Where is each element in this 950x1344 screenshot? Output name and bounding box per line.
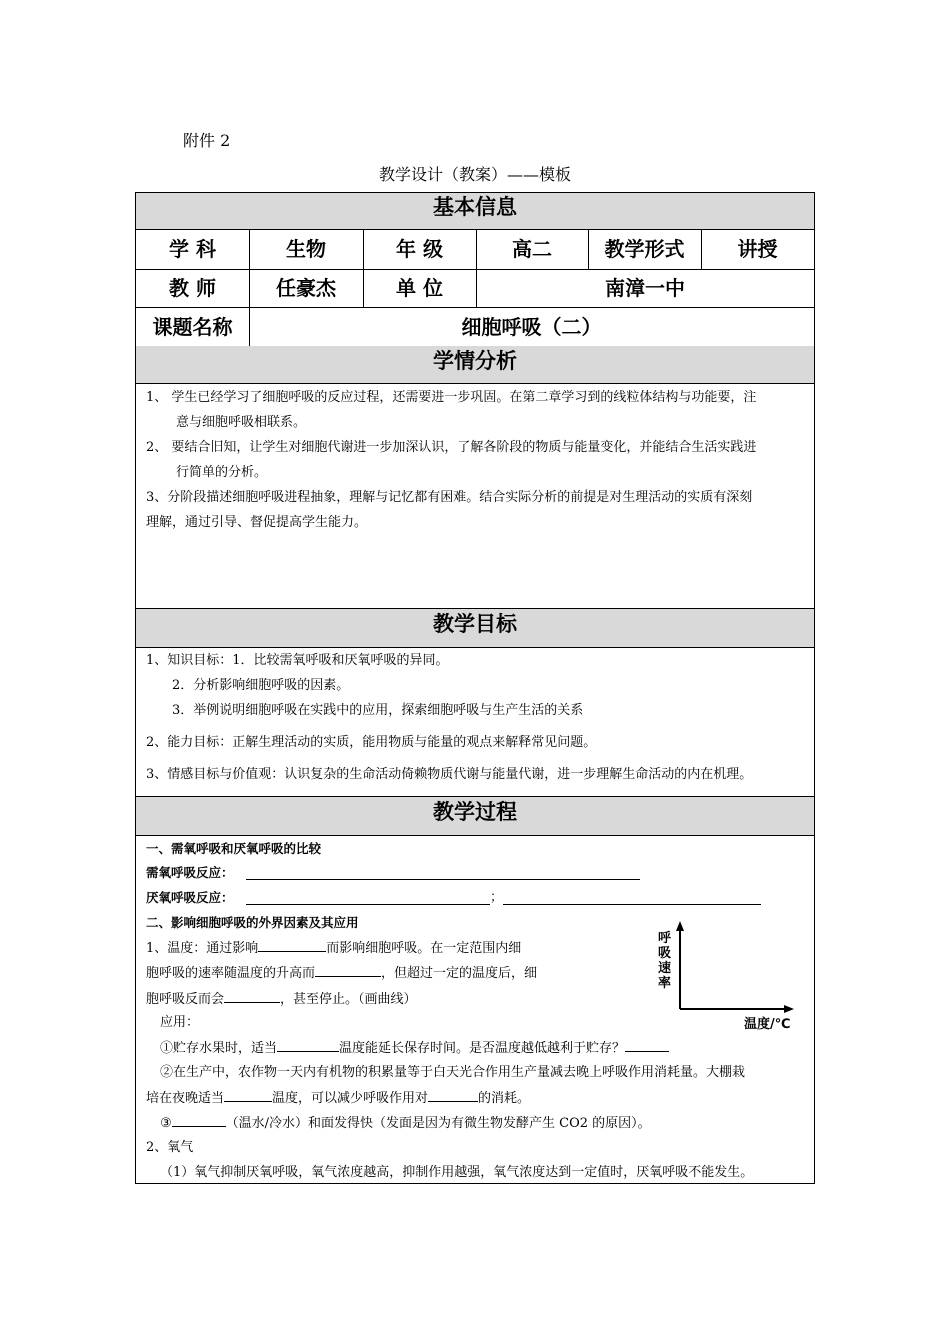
basic-info-header: 基本信息 <box>136 193 814 229</box>
temperature-line-2: 胞呼吸的速率随温度的升高而 ，但超过一定的温度后，细 <box>146 966 538 981</box>
application-line-3: 培在夜晚适当 温度，可以减少呼吸作用对 的消耗。 <box>146 1091 531 1106</box>
attachment-label: 附件 2 <box>183 131 231 150</box>
anaerobic-answer-line-2 <box>503 904 761 905</box>
application-label: 应用： <box>160 1015 200 1030</box>
aerobic-answer-line <box>246 879 640 880</box>
application-line-2: ②在生产中，农作物一天内有机物的积累量等于白天光合作用生产量减去晚上呼吸作用消耗量。大棚栽 <box>160 1065 746 1080</box>
analysis-line-6: 理解，通过引导、督促提高学生能力。 <box>146 515 368 530</box>
document-title: 教学设计（教案）——模板 <box>378 165 571 184</box>
analysis-header: 学情分析 <box>136 346 814 383</box>
objectives-header: 教学目标 <box>136 609 814 647</box>
teacher-value: 任豪杰 <box>276 276 336 300</box>
topic-value: 细胞呼吸（二） <box>461 315 602 339</box>
unit-label: 单 位 <box>396 276 443 300</box>
anaerobic-label: 厌氧呼吸反应： <box>146 890 234 905</box>
lesson-plan-table <box>135 192 815 1184</box>
objective-line-4: 2、能力目标：正解生理活动的实质，能用物质与能量的观点来解释常见问题。 <box>146 735 597 750</box>
aerobic-label: 需氧呼吸反应： <box>146 865 234 880</box>
process-heading-2: 二、影响细胞呼吸的外界因素及其应用 <box>146 915 359 930</box>
process-heading-1: 一、需氧呼吸和厌氧呼吸的比较 <box>146 841 322 856</box>
anaerobic-answer-line-1 <box>246 904 490 905</box>
graph-x-label: 温度/℃ <box>744 1017 791 1032</box>
subject-label: 学 科 <box>169 237 216 261</box>
analysis-line-4: 行简单的分析。 <box>176 465 268 480</box>
analysis-line-5: 3、分阶段描述细胞呼吸进程抽象，理解与记忆都有困难。结合实际分析的前提是对生理活动的实质有深刻 <box>146 490 753 505</box>
analysis-line-1: 1、 学生已经学习了细胞呼吸的反应过程，还需要进一步巩固。在第二章学习到的线粒体结构与功能要，注 <box>146 390 757 405</box>
grade-value: 高二 <box>512 237 552 261</box>
analysis-line-2: 意与细胞呼吸相联系。 <box>176 415 307 430</box>
form-label: 教学形式 <box>604 237 685 261</box>
teacher-label: 教 师 <box>169 276 216 300</box>
analysis-line-3: 2、 要结合旧知，让学生对细胞代谢进一步加深认识，了解各阶段的物质与能量变化，并能结合生活实践进 <box>146 440 757 455</box>
application-line-4: ③ （温水/冷水）和面发得快（发面是因为有微生物发酵产生 CO2 的原因）。 <box>160 1116 651 1131</box>
anaerobic-separator: ； <box>490 890 504 905</box>
process-header: 教学过程 <box>136 797 814 835</box>
unit-value: 南漳一中 <box>605 276 685 300</box>
objective-line-1: 1、知识目标：1．比较需氧呼吸和厌氧呼吸的异同。 <box>146 653 449 668</box>
temperature-line-1: 1、温度：通过影响 而影响细胞呼吸。在一定范围内细 <box>146 941 522 956</box>
objective-line-5: 3、情感目标与价值观：认识复杂的生命活动倚赖物质代谢与能量代谢，进一步理解生命活动的内在机理。 <box>146 767 753 782</box>
graph-y-label: 呼吸速率 <box>658 931 672 991</box>
form-value: 讲授 <box>737 237 778 261</box>
objective-line-3: 3．举例说明细胞呼吸在实践中的应用，探索细胞呼吸与生产生活的关系 <box>172 703 584 718</box>
objective-line-2: 2．分析影响细胞呼吸的因素。 <box>172 678 350 693</box>
temperature-line-3: 胞呼吸反而会 ，甚至停止。（画曲线） <box>146 992 417 1007</box>
grade-label: 年 级 <box>396 237 443 261</box>
oxygen-line-1: （1）氧气抑制厌氧呼吸，氧气浓度越高，抑制作用越强，氧气浓度达到一定值时，厌氧呼吸不能发生。 <box>160 1165 754 1180</box>
topic-label: 课题名称 <box>152 315 233 339</box>
subject-value: 生物 <box>286 237 326 261</box>
application-line-1: ①贮存水果时，适当 温度能延长保存时间。是否温度越低越利于贮存？ <box>160 1039 669 1058</box>
oxygen-title: 2、氧气 <box>146 1140 194 1155</box>
